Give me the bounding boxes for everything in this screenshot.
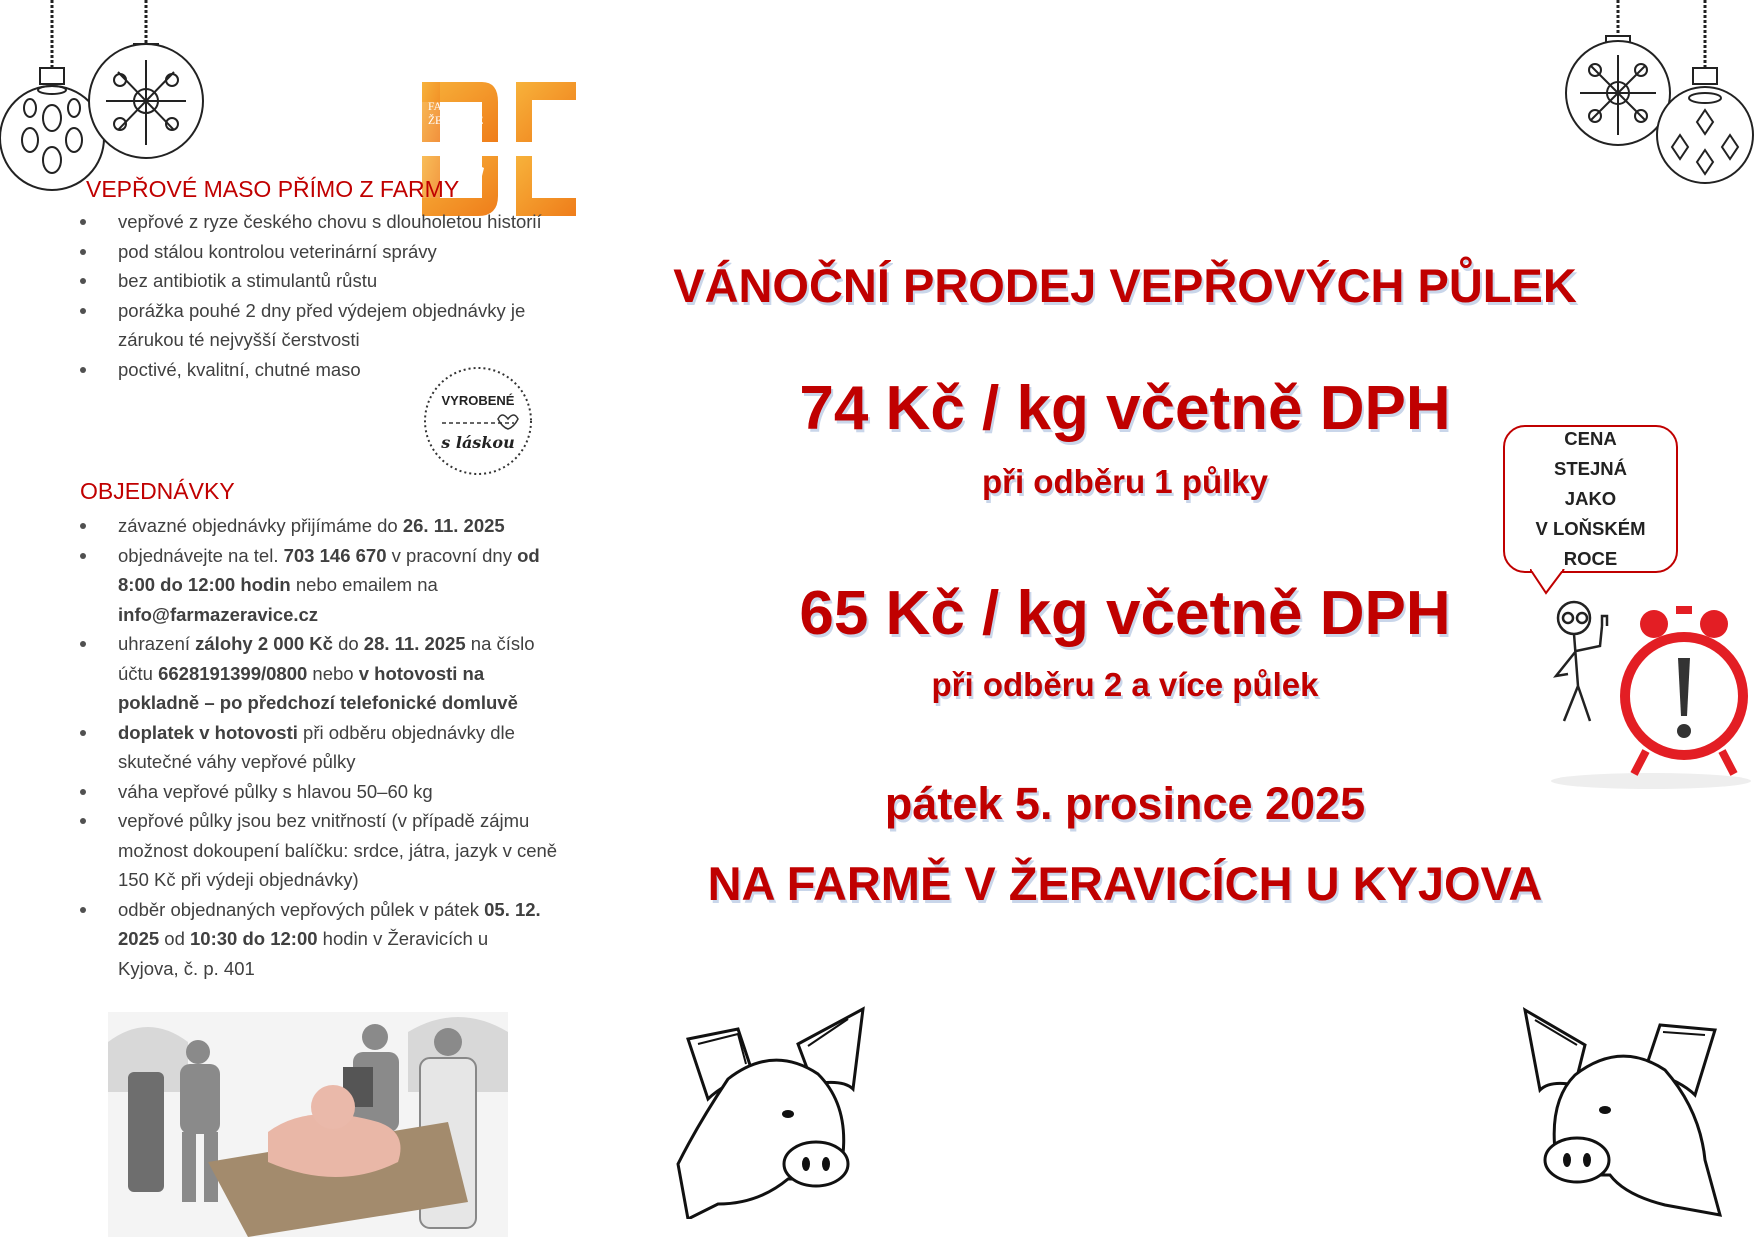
orders-section-title: OBJEDNÁVKY <box>80 478 235 504</box>
bank-account: 6628191399/0800 <box>158 662 308 684</box>
stamp-text-top: VYROBENÉ <box>441 393 515 408</box>
stamp-text-bottom: s láskou <box>441 433 515 452</box>
speech-bubble <box>1503 425 1678 573</box>
list-item: odběr objednaných vepřových půlek v pátek 05. 12. 2025 od 10:30 do 12:00 hodin v Žeravicích u Kyjova, č. p. 401 <box>78 895 548 984</box>
phone-number: 703 146 670 <box>283 544 387 566</box>
list-item: vepřové půlky jsou bez vnitřností (v případě zájmu možnost dokoupení balíčku: srdce, játra, jazyk v ceně 150 Kč při výdeji objednávky) <box>78 806 588 895</box>
headline: VÁNOČNÍ PRODEJ VEPŘOVÝCH PŮLEK <box>673 259 1577 312</box>
price-multiple-halves-note: při odběru 2 a více půlek <box>931 666 1319 703</box>
logo-text-line2: ŽERAVICE <box>428 115 484 127</box>
price-single-half-note: při odběru 1 půlky <box>981 463 1269 500</box>
christmas-ornament-icon <box>0 0 210 200</box>
list-item: bez antibiotik a stimulantů růstu <box>78 266 558 296</box>
list-item: závazné objednávky přijímáme do 26. 11. 2025 <box>78 511 568 541</box>
farm-section-title: VEPŘOVÉ MASO PŘÍMO Z FARMY <box>86 176 460 202</box>
list-item: váha vepřové půlky s hlavou 50–60 kg <box>78 777 568 807</box>
butcher-scene-illustration <box>108 1012 508 1242</box>
bubble-line: CENA STEJNÁ <box>1554 428 1627 479</box>
pig-head-illustration <box>668 1004 878 1224</box>
bubble-line: ROCE <box>1563 548 1618 569</box>
list-item: doplatek v hotovosti při odběru objednávky dle skutečné váhy vepřové půlky <box>78 718 548 777</box>
logo-text-line1: FARMA <box>428 101 469 113</box>
bubble-line: JAKO <box>1564 488 1617 509</box>
list-item: uhrazení zálohy 2 000 Kč do 28. 11. 2025 na číslo účtu 6628191399/0800 nebo v hotovosti na pokladně – po předchozí telefonické domluvě <box>78 629 538 718</box>
list-item: pod stálou kontrolou veterinární správy <box>78 237 558 267</box>
bubble-line: V LOŇSKÉM <box>1535 518 1646 539</box>
price-multiple-halves: 65 Kč / kg včetně DPH <box>799 579 1451 648</box>
sale-date: pátek 5. prosince 2025 <box>884 778 1366 829</box>
price-single-half: 74 Kč / kg včetně DPH <box>799 374 1451 443</box>
farm-features-list <box>78 207 558 384</box>
pig-head-illustration <box>1515 1000 1730 1225</box>
sale-location: NA FARMĚ V ŽERAVICÍCH U KYJOVA <box>707 857 1543 910</box>
email-address: info@farmazeravice.cz <box>118 603 319 625</box>
alarm-clock-icon <box>1546 596 1751 801</box>
list-item: poctivé, kvalitní, chutné maso <box>78 355 558 385</box>
orders-list <box>78 511 568 983</box>
christmas-ornament-icon <box>1555 0 1755 200</box>
list-item: vepřové z ryze českého chovu s dlouholetou historií <box>78 207 558 237</box>
list-item: porážka pouhé 2 dny před výdejem objednávky je zárukou té nejvyšší čerstvosti <box>78 296 568 355</box>
list-item: objednávejte na tel. 703 146 670 v pracovní dny od 8:00 do 12:00 hodin nebo emailem na info@farmazeravice.cz <box>78 541 568 630</box>
